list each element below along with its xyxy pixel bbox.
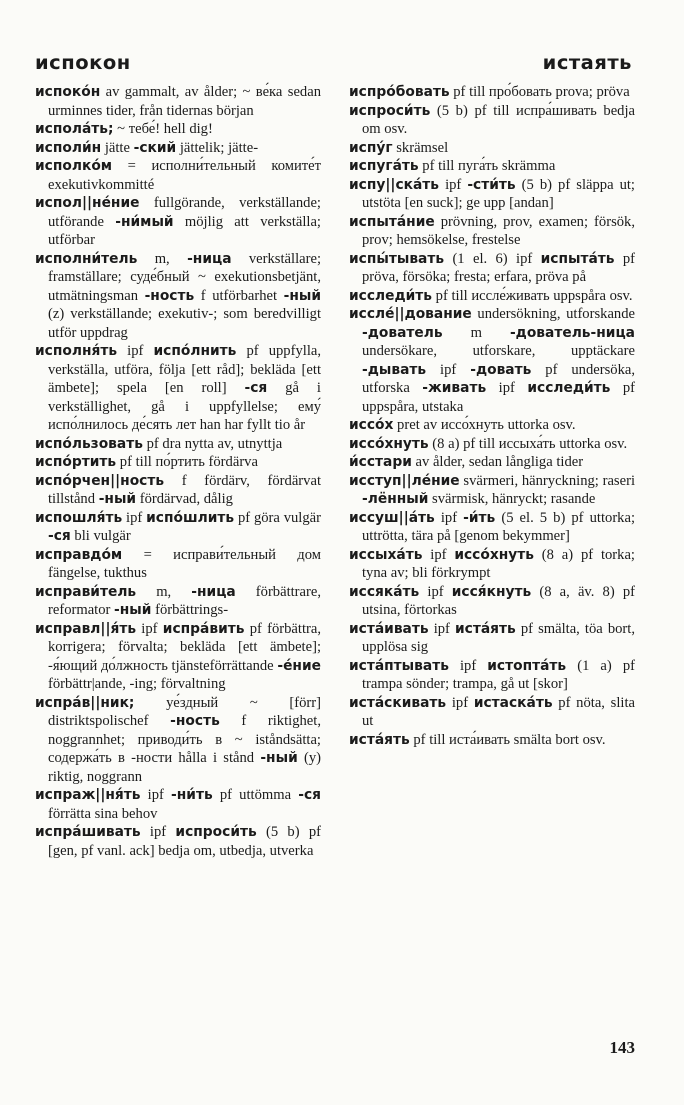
entry-text: bli vulgär: [70, 528, 131, 544]
headword: испра́в||ник;: [35, 694, 135, 711]
page-footer: [35, 1038, 635, 1058]
entry-text: fullgörande, verkställande; utförande: [48, 195, 321, 230]
headword: испыта́ние: [349, 213, 435, 230]
entry-text: (5 b) pf till испра́шивать bedja om osv.: [362, 102, 635, 137]
headword: испыта́ть: [540, 250, 615, 267]
entry-text: pret av иссо́хнуть uttorka osv.: [393, 417, 576, 433]
entry-text: уе́здный ~ [förr] distriktspolischef: [48, 694, 321, 729]
headword: иссо́х: [349, 417, 394, 433]
entry-text: f utförbarhet: [194, 287, 284, 304]
entry-text: jättelik; jätte-: [176, 139, 259, 156]
entry-text: pf till про́бовать prova; pröva: [449, 84, 630, 100]
dictionary-entry: [35, 694, 321, 787]
headword: -ный: [283, 287, 321, 304]
entry-text: ipf: [136, 620, 163, 637]
dictionary-entry: [35, 453, 321, 472]
entry-text: pf nöta, slita ut: [362, 694, 635, 729]
entry-text: pf uppfylla, verkställa, utföra, följa [ett råd]; bekläda [ett ämbete]; spela [en roll]: [48, 343, 321, 396]
dictionary-columns: [35, 83, 635, 860]
entry-text: ipf: [140, 787, 172, 803]
entry-text: m,: [137, 250, 188, 267]
headword: исправи́тель: [35, 583, 137, 600]
dictionary-entry: [349, 287, 635, 306]
headword: истаска́ть: [473, 694, 553, 711]
entry-text: pf göra vulgär: [234, 509, 321, 526]
headword: испо́рчен||ность: [35, 472, 165, 489]
entry-text: förrätta sina behov: [48, 805, 158, 822]
entry-text: gå i verkställighet, gå i uppfyllelse; ему́ испо́лнилось де́сять лет han har fyllt tio år: [48, 380, 321, 433]
entry-text: m,: [136, 583, 192, 600]
headword: испола́ть;: [35, 121, 114, 137]
headword: -ность: [144, 287, 195, 304]
dictionary-entry: [35, 250, 321, 343]
dictionary-entry: [35, 509, 321, 546]
entry-text: jätte: [101, 139, 134, 156]
headword: -дывать: [362, 361, 427, 378]
entry-text: förbättrare, reformator: [48, 583, 322, 618]
entry-text: (z) verkställande; exekutiv-; som beredvilligt utför uppdrag: [48, 306, 321, 341]
headword: -лённый: [362, 491, 429, 507]
headword: испраж||ня́ть: [35, 787, 141, 803]
dictionary-entry: [349, 305, 635, 416]
entry-text: pf dra nytta av, utnyttja: [142, 435, 283, 452]
entry-text: av gammalt, av ålder; ~ ве́ка sedan urminnes tider, från tidernas början: [48, 84, 321, 119]
headword: -и́ть: [463, 509, 496, 526]
entry-text: = исправи́тельный дом fängelse, tukthus: [48, 546, 321, 581]
entry-text: ipf: [446, 694, 474, 711]
dictionary-entry: [35, 823, 321, 860]
headword: -ни́ть: [171, 787, 213, 803]
headword: испо́шлить: [146, 509, 235, 526]
headword: -ся: [298, 787, 321, 803]
entry-text: (5 b) pf släppa ut; utstöta [en suck]; ge upp [andan]: [362, 176, 635, 211]
entry-text: svärmeri, hänryckning; raseri: [459, 472, 635, 489]
headword: иссуш||а́ть: [349, 509, 435, 526]
entry-text: ipf: [140, 824, 176, 840]
headword: исследи́ть: [349, 287, 433, 304]
entry-text: ipf: [419, 583, 452, 600]
entry-text: (8 a) pf till иссыха́ть uttorka osv.: [428, 435, 628, 452]
dictionary-entry: [35, 620, 321, 694]
headword: исследи́ть: [527, 380, 611, 396]
right-guide-word: истаять: [542, 51, 632, 74]
dictionary-entry: [349, 731, 635, 750]
headword: исполи́н: [35, 139, 102, 156]
dictionary-entry: [349, 102, 635, 139]
entry-text: f riktighet, noggrannhet; приводи́ть в ~ iståndsätta; содержа́ть в -ности hålla i stånd: [48, 713, 321, 766]
headword: иссяка́ть: [349, 583, 420, 600]
entry-text: ipf: [117, 343, 154, 359]
headword: -ся: [244, 380, 268, 396]
headword: -довать: [470, 361, 532, 378]
headword: -дователь: [362, 324, 443, 341]
entry-text: ipf: [422, 546, 455, 563]
entry-text: av ålder, sedan långliga tider: [411, 454, 584, 470]
dictionary-entry: [35, 120, 321, 139]
dictionary-entry: [349, 657, 635, 694]
headword: испо́ртить: [35, 454, 117, 470]
headword: испошля́ть: [35, 509, 123, 526]
headword: исправл||я́ть: [35, 620, 137, 637]
headword: испу́г: [349, 139, 393, 156]
entry-text: pf uttömma: [212, 787, 299, 803]
entry-text: ipf: [434, 509, 464, 526]
entry-text: pf uppspåra, utstaka: [362, 380, 635, 415]
headword: испол||не́ние: [35, 195, 140, 211]
entry-text: undersökare, utforskare, upptäckare: [362, 343, 635, 359]
entry-text: undersökning, utforskande: [471, 306, 635, 322]
headword: испоко́н: [35, 84, 101, 100]
entry-text: (1 el. 6) ipf: [444, 250, 541, 267]
entry-text: pf till пуга́ть skrämma: [418, 158, 556, 174]
dictionary-entry: [349, 694, 635, 731]
dictionary-entry: [349, 472, 635, 509]
headword: -ный: [114, 602, 152, 618]
entry-text: (8 a) pf torka; tyna av; bli förkrympt: [362, 546, 635, 581]
headword: исполни́тель: [35, 250, 138, 267]
headword: испро́бовать: [349, 84, 450, 100]
headword: испроси́ть: [175, 824, 257, 840]
running-header: [35, 44, 632, 74]
headword: исправдо́м: [35, 546, 123, 563]
dictionary-entry: [35, 157, 321, 194]
headword: -ность: [170, 713, 220, 729]
left-column: [35, 83, 321, 860]
headword: -дователь-ница: [509, 324, 635, 341]
headword: испра́шивать: [35, 824, 141, 840]
headword: -ся: [48, 528, 71, 544]
dictionary-entry: [35, 472, 321, 509]
headword: испроси́ть: [349, 102, 431, 119]
headword: иссыха́ть: [349, 546, 423, 563]
dictionary-entry: [349, 83, 635, 102]
entry-text: ipf: [448, 657, 488, 674]
dictionary-entry: [349, 176, 635, 213]
entry-text: m: [442, 324, 510, 341]
entry-text: = исполни́тельный комите́т exekutivkommitté: [48, 158, 321, 193]
entry-text: svärmisk, hänryckt; rasande: [428, 491, 596, 507]
entry-text: ipf: [428, 620, 455, 637]
entry-text: förbättr|ande, -ing; förvaltning: [48, 676, 226, 692]
entry-text: möjlig att verkställa; utförbar: [48, 213, 321, 248]
headword: исполня́ть: [35, 343, 118, 359]
headword: иссо́хнуть: [349, 435, 429, 452]
entry-text: verkställare; framställare; суде́бный ~ exekutionsbetjänt, utmätningsman: [48, 250, 321, 304]
headword: -ница: [191, 583, 236, 600]
entry-text: (1 a) pf trampa sönder; trampa, gå ut [skor]: [362, 657, 635, 692]
headword: испу||ска́ть: [349, 176, 440, 193]
headword: иссле́||дование: [349, 306, 472, 322]
entry-text: ipf: [426, 361, 471, 378]
entry-text: (5 el. 5 b) pf uttorka; uttrötta, tära på [genom bekymmer]: [362, 509, 636, 544]
dictionary-entry: [349, 157, 635, 176]
dictionary-entry: [35, 139, 321, 158]
entry-text: pf smälta, töa bort, upplösa sig: [362, 620, 635, 655]
headword: иста́ять: [455, 620, 516, 637]
headword: -ни́мый: [115, 213, 174, 230]
dictionary-entry: [35, 583, 321, 620]
dictionary-entry: [349, 546, 635, 583]
dictionary-entry: [35, 786, 321, 823]
headword: иста́скивать: [349, 694, 447, 711]
entry-text: pf förbättra, korrigera; förvalta; bekläda [ett ämbete]; -я́ющий до́лжность tjänsteförrättande: [48, 620, 322, 674]
headword: истопта́ть: [487, 657, 567, 674]
entry-text: förbättrings-: [151, 602, 229, 618]
entry-text: (y) riktig, noggrann: [48, 750, 321, 785]
entry-text: pf undersöka, utforska: [362, 361, 635, 396]
dictionary-entry: [35, 83, 321, 120]
headword: и́сстари: [349, 454, 412, 470]
headword: иссо́хнуть: [454, 546, 534, 563]
entry-text: skrämsel: [392, 139, 449, 156]
dictionary-entry: [349, 453, 635, 472]
dictionary-entry: [35, 342, 321, 435]
headword: иста́ять: [349, 731, 410, 748]
entry-text: ipf: [486, 380, 528, 396]
entry-text: ipf: [122, 509, 147, 526]
entry-text: pf pröva, försöka; fresta; erfara, pröva på: [362, 250, 635, 285]
dictionary-entry: [349, 509, 635, 546]
dictionary-entry: [35, 435, 321, 454]
dictionary-entry: [349, 583, 635, 620]
headword: испра́вить: [162, 620, 245, 637]
headword: -ный: [260, 750, 298, 766]
entry-text: fördärvad, dålig: [136, 491, 233, 507]
entry-text: f fördärv, fördärvat tillstånd: [48, 472, 321, 507]
headword: -е́ние: [277, 657, 321, 674]
headword: испы́тывать: [349, 250, 445, 267]
dictionary-entry: [349, 620, 635, 657]
entry-text: prövning, prov, examen; försök, prov; hemsökelse, frestelse: [362, 213, 635, 248]
dictionary-entry: [35, 194, 321, 250]
dictionary-entry: [349, 416, 635, 435]
entry-text: ~ тебе́! hell dig!: [113, 121, 213, 137]
headword: -ский: [133, 139, 177, 156]
dictionary-entry: [349, 435, 635, 454]
dictionary-entry: [349, 213, 635, 250]
entry-text: pf till иста́ивать smälta bort osv.: [409, 731, 606, 748]
headword: -живать: [422, 380, 487, 396]
dictionary-entry: [349, 250, 635, 287]
right-column: [349, 83, 635, 860]
headword: иста́птывать: [349, 657, 449, 674]
entry-text: pf till по́ртить fördärva: [116, 454, 258, 470]
headword: испо́льзовать: [35, 435, 143, 452]
entry-text: (8 a, äv. 8) pf utsina, förtorkas: [362, 583, 635, 618]
headword: -ный: [98, 491, 137, 507]
headword: исполко́м: [35, 158, 113, 174]
headword: испо́лнить: [153, 343, 237, 359]
headword: -ница: [187, 250, 232, 267]
dictionary-entry: [35, 546, 321, 583]
headword: исся́кнуть: [451, 583, 532, 600]
headword: -сти́ть: [467, 176, 516, 193]
headword: исступ||ле́ние: [349, 472, 460, 489]
headword: испуга́ть: [349, 158, 419, 174]
entry-text: (5 b) pf [gen, pf vanl. ack] bedja om, utbedja, utverka: [48, 824, 321, 859]
dictionary-entry: [349, 139, 635, 158]
left-guide-word: испокон: [35, 51, 131, 74]
headword: иста́ивать: [349, 620, 429, 637]
entry-text: ipf: [439, 176, 468, 193]
entry-text: pf till иссле́живать uppspåra osv.: [432, 287, 633, 304]
page-number: 143: [609, 1038, 635, 1057]
